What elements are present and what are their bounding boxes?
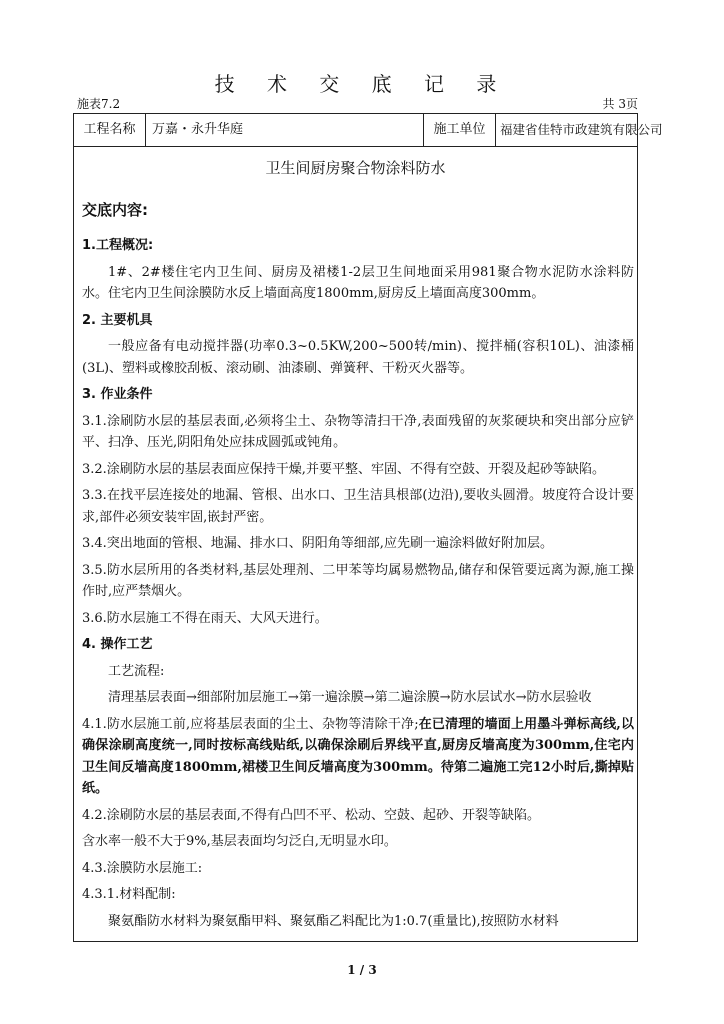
record-table (73, 113, 663, 942)
process-flow-label: 工艺流程: (108, 663, 165, 679)
subject-title: 卫生间厨房聚合物涂料防水 (265, 159, 446, 177)
body-text (82, 235, 634, 937)
page-count: 共 3页 (602, 97, 638, 111)
item-4-3-1-paragraph: 聚氨酯防水材料为聚氨酯甲料、聚氨酯乙料配比为1:0.7(重量比),按照防水材料 (108, 913, 559, 929)
item-4-2: 4.2.涂刷防水层的基层表面,不得有凸凹不平、松动、空鼓、起砂、开裂等缺陷。 (82, 807, 540, 823)
item-4-1-text: 4.1.防水层施工前,应将基层表面的尘土、杂物等清除干净; (82, 716, 419, 732)
item-4-1 (82, 714, 634, 800)
section-1-paragraph: 1#、2#楼住宅内卫生间、厨房及裙楼1-2层卫生间地面采用981聚合物水泥防水涂料防水。住宅内卫生间涂膜防水反上墙面高度1800mm,厨房反上墙面高度300mm。 (82, 264, 634, 301)
item-3-5: 3.5.防水层所用的各类材料,基层处理剂、二甲苯等均属易燃物品,储存和保管要远离为源,施工操作时,应严禁烟火。 (82, 562, 634, 599)
item-4-2-moisture: 含水率一般不大于9%,基层表面均匀泛白,无明显水印。 (82, 834, 397, 849)
item-3-3: 3.3.在找平层连接处的地漏、管根、出水口、卫生洁具根部(边沿),要收头圆滑。坡度符合设计要求,部件必须安装牢固,嵌封严密。 (82, 488, 634, 525)
section-2-paragraph: 一般应备有电动搅拌器(功率0.3~0.5KW,200~500转/min)、搅拌桶(容积10L)、油漆桶(3L)、塑料或橡胶刮板、滚动刷、油漆刷、弹簧秤、干粉灭火器等。 (82, 339, 634, 376)
item-3-4: 3.4.突出地面的管根、地漏、排水口、阴阳角等细部,应先刷一遍涂料做好附加层。 (82, 536, 553, 551)
item-3-1: 3.1.涂刷防水层的基层表面,必须将尘土、杂物等清扫干净,表面残留的灰浆硬块和突出部分应铲平、扫净、压光,阴阳角处应抹成圆弧或钝角。 (82, 413, 634, 450)
project-name-label: 工程名称 (74, 114, 146, 146)
page-number: 1 / 3 (347, 963, 377, 977)
item-3-6: 3.6.防水层施工不得在雨天、大风天进行。 (82, 610, 328, 626)
process-flow: 清理基层表面→细部附加层施工→第一遍涂膜→第二遍涂膜→防水层试水→防水层验收 (108, 690, 592, 705)
content-heading: 交底内容: (82, 201, 148, 219)
section-3-title: 3. 作业条件 (82, 387, 153, 402)
section-2-title: 2. 主要机具 (82, 312, 153, 328)
project-info-row (74, 114, 663, 147)
item-4-3-1: 4.3.1.材料配制: (82, 887, 176, 902)
item-4-1-emphasis: 在已清理的墙面上用墨斗弹标高线,以确保涂刷高度统一,同时按标高线贴纸,以确保涂刷后界线平直,厨房反墙高度为300mm,住宅内卫生间反墙高度1800mm,裙楼卫生间反墙高度为300mm。待第二遍施工完12小时后,撕掉贴纸。 (82, 716, 634, 796)
section-4-title: 4. 操作工艺 (82, 637, 153, 652)
project-name-value: 万嘉・永升华庭 (146, 114, 424, 146)
construction-unit-value: 福建省佳特市政建筑有限公司 (500, 122, 663, 137)
section-1-title: 1.工程概况: (82, 238, 154, 253)
construction-unit-label: 施工单位 (424, 114, 496, 146)
document-title: 技 术 交 底 记 录 (214, 72, 510, 96)
item-4-3: 4.3.涂膜防水层施工: (82, 860, 203, 876)
form-number: 施表7.2 (77, 97, 121, 111)
item-3-2: 3.2.涂刷防水层的基层表面应保持干燥,并要平整、牢固、不得有空鼓、开裂及起砂等缺陷。 (82, 461, 605, 477)
